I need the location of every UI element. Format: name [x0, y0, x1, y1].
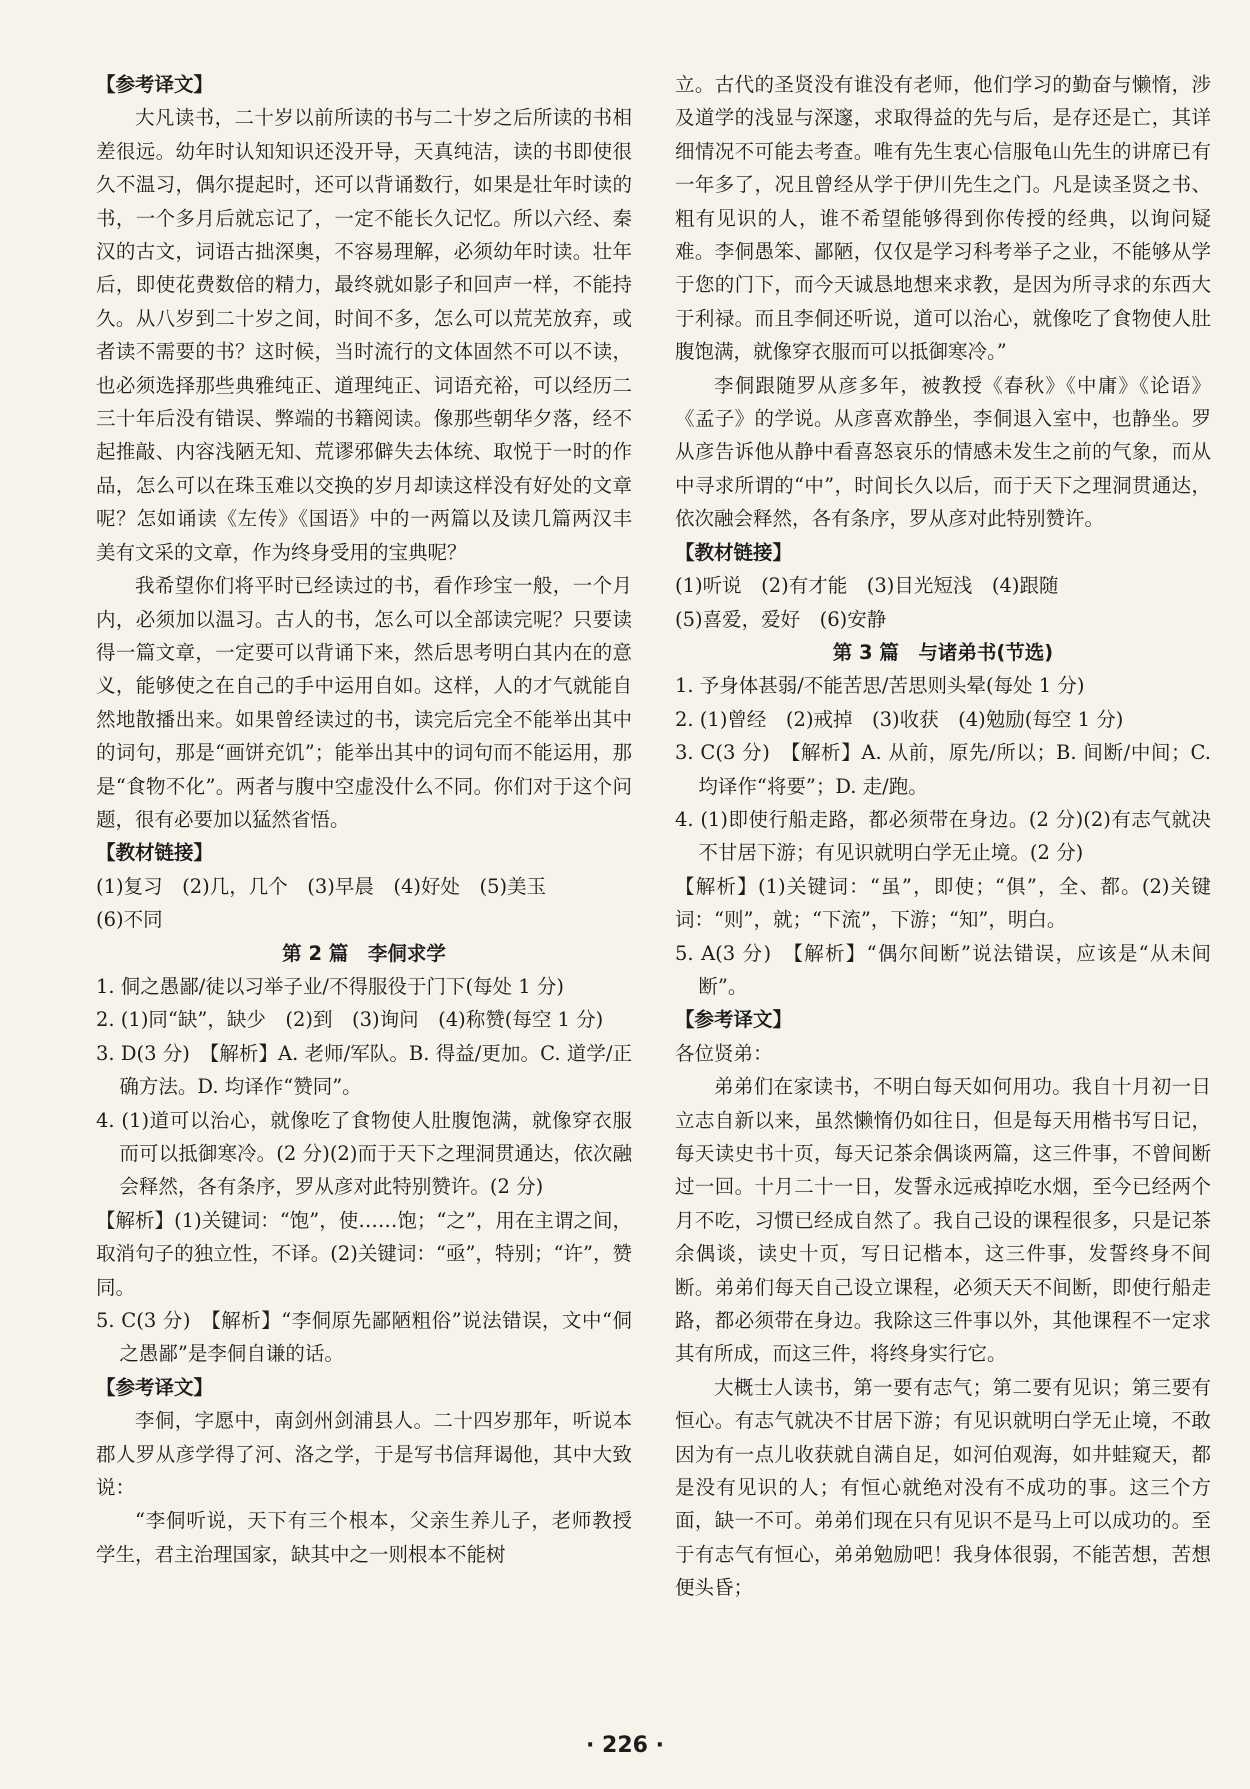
textbook-link-line: (1)听说 (2)有才能 (3)目光短浅 (4)跟随 — [675, 574, 1059, 598]
section-heading-reference-translation: 【参考译文】 — [96, 1375, 214, 1399]
answer-item: 5. C(3 分) 【解析】“李侗原先鄙陋粗俗”说法错误，文中“侗之愚鄙”是李侗自谦的话。 — [96, 1309, 632, 1366]
paragraph: 大概士人读书，第一要有志气；第二要有见识；第三要有恒心。有志气就决不甘居下游；有见识就明白学无止境，不敢因为有一点儿收获就自满自足，如河伯观海，如井蛙窥天，都是没有见识的人；有恒心就绝对没有不成功的事。这三个方面，缺一不可。弟弟们现在只有见识不是马上可以成功的。至于有志气有恒心，弟弟勉励吧！我身体很弱，不能苦想，苦想便头昏； — [675, 1375, 1211, 1600]
textbook-link-line: (5)喜爱，爱好 (6)安静 — [675, 607, 887, 631]
paragraph: 立。古代的圣贤没有谁没有老师，他们学习的勤奋与懒惰，涉及道学的浅显与深邃，求取得益的先与后，是存还是亡，其详细情况不可能去考查。唯有先生衷心信服龟山先生的讲席已有一年多了，况且曾经从学于伊川先生之门。凡是读圣贤之书、粗有见识的人，谁不希望能够得到你传授的经典，以询问疑难。李侗愚笨、鄙陋，仅仅是学习科考举子之业，不能够从学于您的门下，而今天诚恳地想来求教，是因为所寻求的东西大于利禄。而且李侗还听说，道可以治心，就像吃了食物使人肚腹饱满，就像穿衣服而可以抵御寒冷。” — [675, 73, 1211, 364]
page-number: · 226 · — [586, 1733, 664, 1758]
answer-item: 3. C(3 分) 【解析】A. 从前，原先/所以；B. 间断/中间；C. 均译作“将要”；D. 走/跑。 — [675, 741, 1211, 798]
section-heading-reference-translation: 【参考译文】 — [675, 1008, 793, 1032]
left-column — [96, 68, 632, 1571]
answer-item: 4. (1)即使行船走路，都必须带在身边。(2 分)(2)有志气就决不甘居下游；有见识就明白学无止境。(2 分) — [675, 807, 1211, 865]
article-title: 第 2 篇 李侗求学 — [282, 941, 446, 965]
paragraph: 李侗，字愿中，南剑州剑浦县人。二十四岁那年，听说本郡人罗从彦学得了河、洛之学，于是写书信拜谒他，其中大致说： — [96, 1409, 632, 1500]
section-heading-textbook-link: 【教材链接】 — [675, 540, 793, 564]
textbook-link-line: (1)复习 (2)几，几个 (3)早晨 (4)好处 (5)美玉 — [96, 874, 547, 898]
answer-item: 1. 予身体甚弱/不能苦思/苦思则头晕(每处 1 分) — [675, 674, 1085, 698]
paragraph: 李侗跟随罗从彦多年，被教授《春秋》《中庸》《论语》《孟子》的学说。从彦喜欢静坐，李侗退入室中，也静坐。罗从彦告诉他从静中看喜怒哀乐的情感未发生之前的气象，而从中寻求所谓的“中”，时间长久以后，而于天下之理洞贯通达，依次融会释然，各有条序，罗从彦对此特别赞许。 — [675, 373, 1211, 531]
answer-item: 2. (1)曾经 (2)戒掉 (3)收获 (4)勉励(每空 1 分) — [675, 707, 1124, 731]
article-title: 第 3 篇 与诸弟书(节选) — [832, 640, 1054, 664]
letter-greeting: 各位贤弟： — [675, 1041, 773, 1065]
analysis-note: 【解析】(1)关键词：“虽”，即使；“俱”，全、都。(2)关键词：“则”，就；“下流”，下游；“知”，明白。 — [675, 874, 1211, 932]
paragraph: 我希望你们将平时已经读过的书，看作珍宝一般，一个月内，必须加以温习。古人的书，怎么可以全部读完呢？只要读得一篇文章，一定要可以背诵下来，然后思考明白其内在的意义，能够使之在自己的手中运用自如。这样，人的才气就能自然地散播出来。如果曾经读过的书，读完后完全不能举出其中的词句，那是“画饼充饥”；能举出其中的词句而不能运用，那是“食物不化”。两者与腹中空虚没什么不同。你们对于这个问题，很有必要加以猛然省悟。 — [96, 574, 632, 831]
analysis-note: 【解析】(1)关键词：“饱”，使……饱；“之”，用在主谓之间，取消句子的独立性，不译。(2)关键词：“亟”，特别；“许”，赞同。 — [96, 1208, 632, 1299]
paragraph: 大凡读书，二十岁以前所读的书与二十岁之后所读的书相差很远。幼年时认知知识还没开导，天真纯洁，读的书即使很久不温习，偶尔提起时，还可以背诵数行，如果是壮年时读的书，一个多月后就忘记了，一定不能长久记忆。所以六经、秦汉的古文，词语古拙深奥，不容易理解，必须幼年时读。壮年后，即使花费数倍的精力，最终就如影子和回声一样，不能持久。从八岁到二十岁之间，时间不多，怎么可以荒芜放弃，或者读不需要的书？这时候，当时流行的文体固然不可以不读，也必须选择那些典雅纯正、道理纯正、词语充裕，可以经历二三十年后没有错误、弊端的书籍阅读。像那些朝华夕落，经不起推敲、内容浅陋无知、荒谬邪僻失去体统、取悦于一时的作品，怎么可以在珠玉难以交换的岁月却读这样没有好处的文章呢？怎如诵读《左传》《国语》中的一两篇以及读几篇两汉丰美有文采的文章，作为终身受用的宝典呢？ — [96, 106, 632, 564]
answer-item: 2. (1)同“缺”，缺少 (2)到 (3)询问 (4)称赞(每空 1 分) — [96, 1008, 604, 1032]
right-column — [675, 68, 1211, 1605]
section-heading-textbook-link: 【教材链接】 — [96, 841, 214, 865]
answer-item: 1. 侗之愚鄙/徒以习举子业/不得服役于门下(每处 1 分) — [96, 974, 564, 998]
answer-item: 5. A(3 分) 【解析】“偶尔间断”说法错误，应该是“从未间断”。 — [675, 941, 1211, 998]
answer-item: 4. (1)道可以治心，就像吃了食物使人肚腹饱满，就像穿衣服而可以抵御寒冷。(2 分)(2)而于天下之理洞贯通达，依次融会释然，各有条序，罗从彦对此特别赞许。(2 分) — [96, 1108, 632, 1199]
answer-item: 3. D(3 分) 【解析】A. 老师/军队。B. 得益/更加。C. 道学/正确方法。D. 均译作“赞同”。 — [96, 1041, 632, 1099]
section-heading-reference-translation: 【参考译文】 — [96, 73, 214, 96]
textbook-link-line: (6)不同 — [96, 908, 163, 932]
paragraph: 弟弟们在家读书，不明白每天如何用功。我自十月初一日立志自新以来，虽然懒惰仍如往日，但是每天用楷书写日记，每天读史书十页，每天记茶余偶谈两篇，这三件事，不曾间断过一回。十月二十一日，发誓永远戒掉吃水烟，至今已经两个月不吃，习惯已经成自然了。我自己设的课程很多，只是记茶余偶谈，读史十页，写日记楷本，这三件事，发誓终身不间断。弟弟们每天自己设立课程，必须天天不间断，即使行船走路，都必须带在身边。我除这三件事以外，其他课程不一定求其有所成，而这三件，将终身实行它。 — [675, 1075, 1211, 1366]
paragraph: “李侗听说，天下有三个根本，父亲生养儿子，老师教授学生，君主治理国家，缺其中之一则根本不能树 — [96, 1509, 632, 1566]
